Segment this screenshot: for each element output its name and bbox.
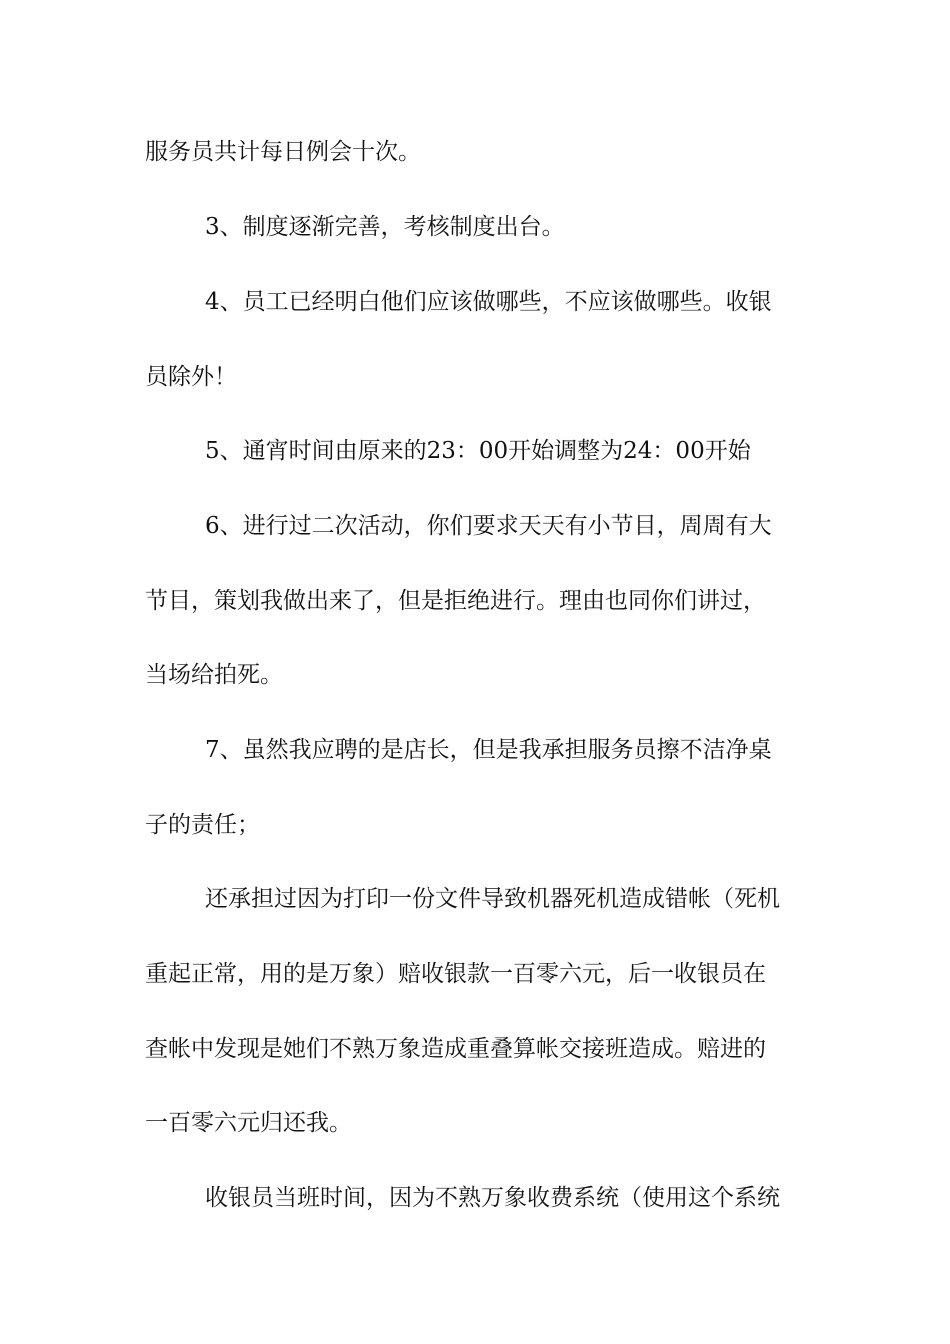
text-line: 收银员当班时间，因为不熟万象收费系统（使用这个系统 [205, 1185, 780, 1211]
text-line: 6、进行过二次活动，你们要求天天有小节目，周周有大 [205, 513, 772, 539]
text-line: 一百零六元归还我。 [145, 1110, 352, 1136]
text-line: 7、虽然我应聘的是店长，但是我承担服务员擦不洁净桌 [205, 737, 772, 763]
text-line: 4、员工已经明白他们应该做哪些，不应该做哪些。收银 [205, 289, 772, 315]
text-line: 3、制度逐渐完善，考核制度出台。 [205, 214, 565, 240]
text-line: 子的责任； [145, 812, 260, 838]
text-line: 当场给拍死。 [145, 662, 283, 688]
text-line: 员除外！ [145, 364, 237, 390]
text-line: 5、通宵时间由原来的23：00开始调整为24：00开始 [205, 438, 751, 464]
text-line: 查帐中发现是她们不熟万象造成重叠算帐交接班造成。赔进的 [145, 1036, 766, 1062]
text-line: 节目，策划我做出来了，但是拒绝进行。理由也同你们讲过， [145, 588, 766, 614]
text-line: 重起正常，用的是万象）赔收银款一百零六元，后一收银员在 [145, 961, 766, 987]
text-line: 还承担过因为打印一份文件导致机器死机造成错帐（死机 [205, 886, 780, 912]
text-line: 服务员共计每日例会十次。 [145, 139, 421, 165]
